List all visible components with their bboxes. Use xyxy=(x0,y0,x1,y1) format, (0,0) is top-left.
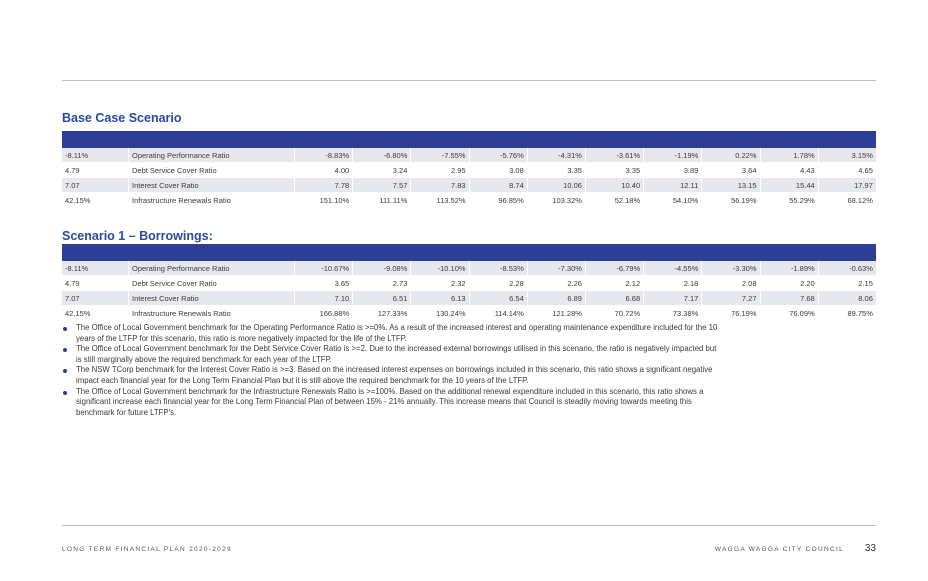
table-row xyxy=(62,193,876,208)
footer-document-title: LONG TERM FINANCIAL PLAN 2020-2029 xyxy=(62,546,232,553)
ratio-label-cell: Interest Cover Ratio xyxy=(128,178,294,192)
value-cell: 3.15% xyxy=(818,148,876,162)
value-cell: 3.08 xyxy=(469,163,527,177)
value-cell: 73.38% xyxy=(643,306,701,320)
value-cell: 17.97 xyxy=(818,178,876,192)
value-cell: 10.06 xyxy=(527,178,585,192)
value-cell: 2.08 xyxy=(701,276,759,290)
value-cell: 2.12 xyxy=(585,276,643,290)
bullet-icon xyxy=(63,348,67,352)
value-cell: 54.10% xyxy=(643,193,701,207)
value-cell: 2.18 xyxy=(643,276,701,290)
value-cell: 6.13 xyxy=(410,291,468,305)
value-cell: 56.19% xyxy=(701,193,759,207)
bullet-text: The Office of Local Government benchmark for the Operating Performance Ratio is >=0%. As a result of the increased interest and operating maintenance expenditure included for the 10 years of the LTFP for this scenario, this ratio is more negatively impacted for the life of the LTFP. xyxy=(76,323,718,343)
benchmark-cell: 7.07 xyxy=(65,180,80,190)
value-cell: 3.35 xyxy=(527,163,585,177)
footer-council-name: WAGGA WAGGA CITY COUNCIL xyxy=(714,546,844,553)
scenario-1-table xyxy=(62,244,876,321)
value-cell: -1.89% xyxy=(760,261,818,275)
value-cell: 2.32 xyxy=(410,276,468,290)
value-cell: 52.18% xyxy=(585,193,643,207)
bullet-text: The Office of Local Government benchmark for the Infrastructure Renewals Ratio is >=100%. Based on the additional renewal expenditure included in this scenario, this ratio shows a significant increase each financial year for the Long Term Financial Plan of between 15% - 21% annually. This increase means that Council is steadily moving towards meeting this benchmark for future LTFP's. xyxy=(76,386,704,417)
value-cell: -3.30% xyxy=(701,261,759,275)
value-cell: 7.83 xyxy=(410,178,468,192)
value-cell: 8.06 xyxy=(818,291,876,305)
value-cell: 121.28% xyxy=(527,306,585,320)
value-cell: 3.24 xyxy=(352,163,410,177)
value-cell: 3.89 xyxy=(643,163,701,177)
value-cell: -6.80% xyxy=(352,148,410,162)
value-cell: 6.68 xyxy=(585,291,643,305)
value-cell: 13.15 xyxy=(701,178,759,192)
value-cell: 2.26 xyxy=(527,276,585,290)
value-cell: 10.40 xyxy=(585,178,643,192)
value-cell: 7.78 xyxy=(294,178,352,192)
value-cell: 55.29% xyxy=(760,193,818,207)
base-case-table xyxy=(62,131,876,208)
value-cell: -0.63% xyxy=(818,261,876,275)
ratio-label-cell: Infrastructure Renewals Ratio xyxy=(128,306,294,320)
value-cell: -5.76% xyxy=(469,148,527,162)
table-row xyxy=(62,276,876,291)
value-cell: 68.12% xyxy=(818,193,876,207)
ratio-label-cell: Debt Service Cover Ratio xyxy=(128,276,294,290)
value-cell: 7.68 xyxy=(760,291,818,305)
benchmark-cell: 4.79 xyxy=(65,165,80,175)
value-cell: -1.19% xyxy=(643,148,701,162)
value-cell: 2.15 xyxy=(818,276,876,290)
bullet-item xyxy=(62,365,722,386)
value-cell: 2.20 xyxy=(760,276,818,290)
value-cell: 6.51 xyxy=(352,291,410,305)
commentary-bullets xyxy=(62,323,722,418)
value-cell: -6.79% xyxy=(585,261,643,275)
benchmark-cell: -8.11% xyxy=(65,263,89,273)
table-header-bar xyxy=(62,131,876,148)
value-cell: -10.10% xyxy=(410,261,468,275)
table-row xyxy=(62,148,876,163)
ratio-label-cell: Operating Performance Ratio xyxy=(128,261,294,275)
value-cell: 8.74 xyxy=(469,178,527,192)
benchmark-cell: 7.07 xyxy=(65,293,80,303)
value-cell: 6.89 xyxy=(527,291,585,305)
value-cell: 3.64 xyxy=(701,163,759,177)
value-cell: 4.65 xyxy=(818,163,876,177)
value-cell: 103.32% xyxy=(527,193,585,207)
value-cell: 96.85% xyxy=(469,193,527,207)
table-row xyxy=(62,261,876,276)
value-cell: 111.11% xyxy=(352,193,410,207)
bullet-item xyxy=(62,344,722,365)
value-cell: 114.14% xyxy=(469,306,527,320)
value-cell: 166.88% xyxy=(294,306,352,320)
value-cell: 151.10% xyxy=(294,193,352,207)
table-row xyxy=(62,178,876,193)
value-cell: -7.30% xyxy=(527,261,585,275)
value-cell: 2.95 xyxy=(410,163,468,177)
bullet-item xyxy=(62,323,722,344)
bullet-icon xyxy=(63,391,67,395)
table-row xyxy=(62,291,876,306)
bullet-icon xyxy=(63,327,67,331)
value-cell: -3.61% xyxy=(585,148,643,162)
value-cell: 0.22% xyxy=(701,148,759,162)
table-row xyxy=(62,163,876,178)
table-header-bar xyxy=(62,244,876,261)
value-cell: 4.43 xyxy=(760,163,818,177)
bottom-rule xyxy=(62,525,876,526)
value-cell: -4.55% xyxy=(643,261,701,275)
benchmark-cell: 42.15% xyxy=(65,195,91,205)
ratio-label-cell: Operating Performance Ratio xyxy=(128,148,294,162)
value-cell: -4.31% xyxy=(527,148,585,162)
value-cell: 127.33% xyxy=(352,306,410,320)
top-rule xyxy=(62,80,876,81)
bullet-text: The NSW TCorp benchmark for the Interest Cover Ratio is >=3. Based on the increased interest expenses on borrowings included in this scenario, this ratio shows a significant negative impact each financial year for the Long Term Financial Plan but it is still above the required benchmark for the 10 years of the LTFP. xyxy=(76,365,713,385)
ratio-label-cell: Infrastructure Renewals Ratio xyxy=(128,193,294,207)
value-cell: 12.11 xyxy=(643,178,701,192)
benchmark-cell: -8.11% xyxy=(65,150,89,160)
value-cell: 3.35 xyxy=(585,163,643,177)
value-cell: -8.83% xyxy=(294,148,352,162)
value-cell: 7.17 xyxy=(643,291,701,305)
value-cell: 89.75% xyxy=(818,306,876,320)
value-cell: 76.19% xyxy=(701,306,759,320)
value-cell: 4.00 xyxy=(294,163,352,177)
value-cell: 7.10 xyxy=(294,291,352,305)
value-cell: -8.53% xyxy=(469,261,527,275)
table-row xyxy=(62,306,876,321)
value-cell: 7.57 xyxy=(352,178,410,192)
section-title-scenario-1: Scenario 1 – Borrowings: xyxy=(62,229,213,243)
ratio-label-cell: Debt Service Cover Ratio xyxy=(128,163,294,177)
value-cell: 15.44 xyxy=(760,178,818,192)
section-title-base-case: Base Case Scenario xyxy=(62,111,182,125)
value-cell: 7.27 xyxy=(701,291,759,305)
value-cell: 130.24% xyxy=(410,306,468,320)
value-cell: 2.73 xyxy=(352,276,410,290)
value-cell: 3.65 xyxy=(294,276,352,290)
value-cell: 2.28 xyxy=(469,276,527,290)
value-cell: 70.72% xyxy=(585,306,643,320)
bullet-item xyxy=(62,387,722,419)
value-cell: 1.78% xyxy=(760,148,818,162)
bullet-text: The Office of Local Government benchmark for the Debt Service Cover Ratio is >=2. Due to the increased external borrowings utilised in this scenario, the ratio is negatively impacted but is still marginally above the required benchmark for each year of the LTFP. xyxy=(76,344,717,364)
page-number: 33 xyxy=(864,543,876,554)
value-cell: -9.08% xyxy=(352,261,410,275)
value-cell: 6.54 xyxy=(469,291,527,305)
value-cell: 113.52% xyxy=(410,193,468,207)
benchmark-cell: 4.79 xyxy=(65,278,80,288)
bullet-icon xyxy=(63,369,67,373)
value-cell: -10.67% xyxy=(294,261,352,275)
benchmark-cell: 42.15% xyxy=(65,308,91,318)
value-cell: 76.09% xyxy=(760,306,818,320)
ratio-label-cell: Interest Cover Ratio xyxy=(128,291,294,305)
value-cell: -7.55% xyxy=(410,148,468,162)
